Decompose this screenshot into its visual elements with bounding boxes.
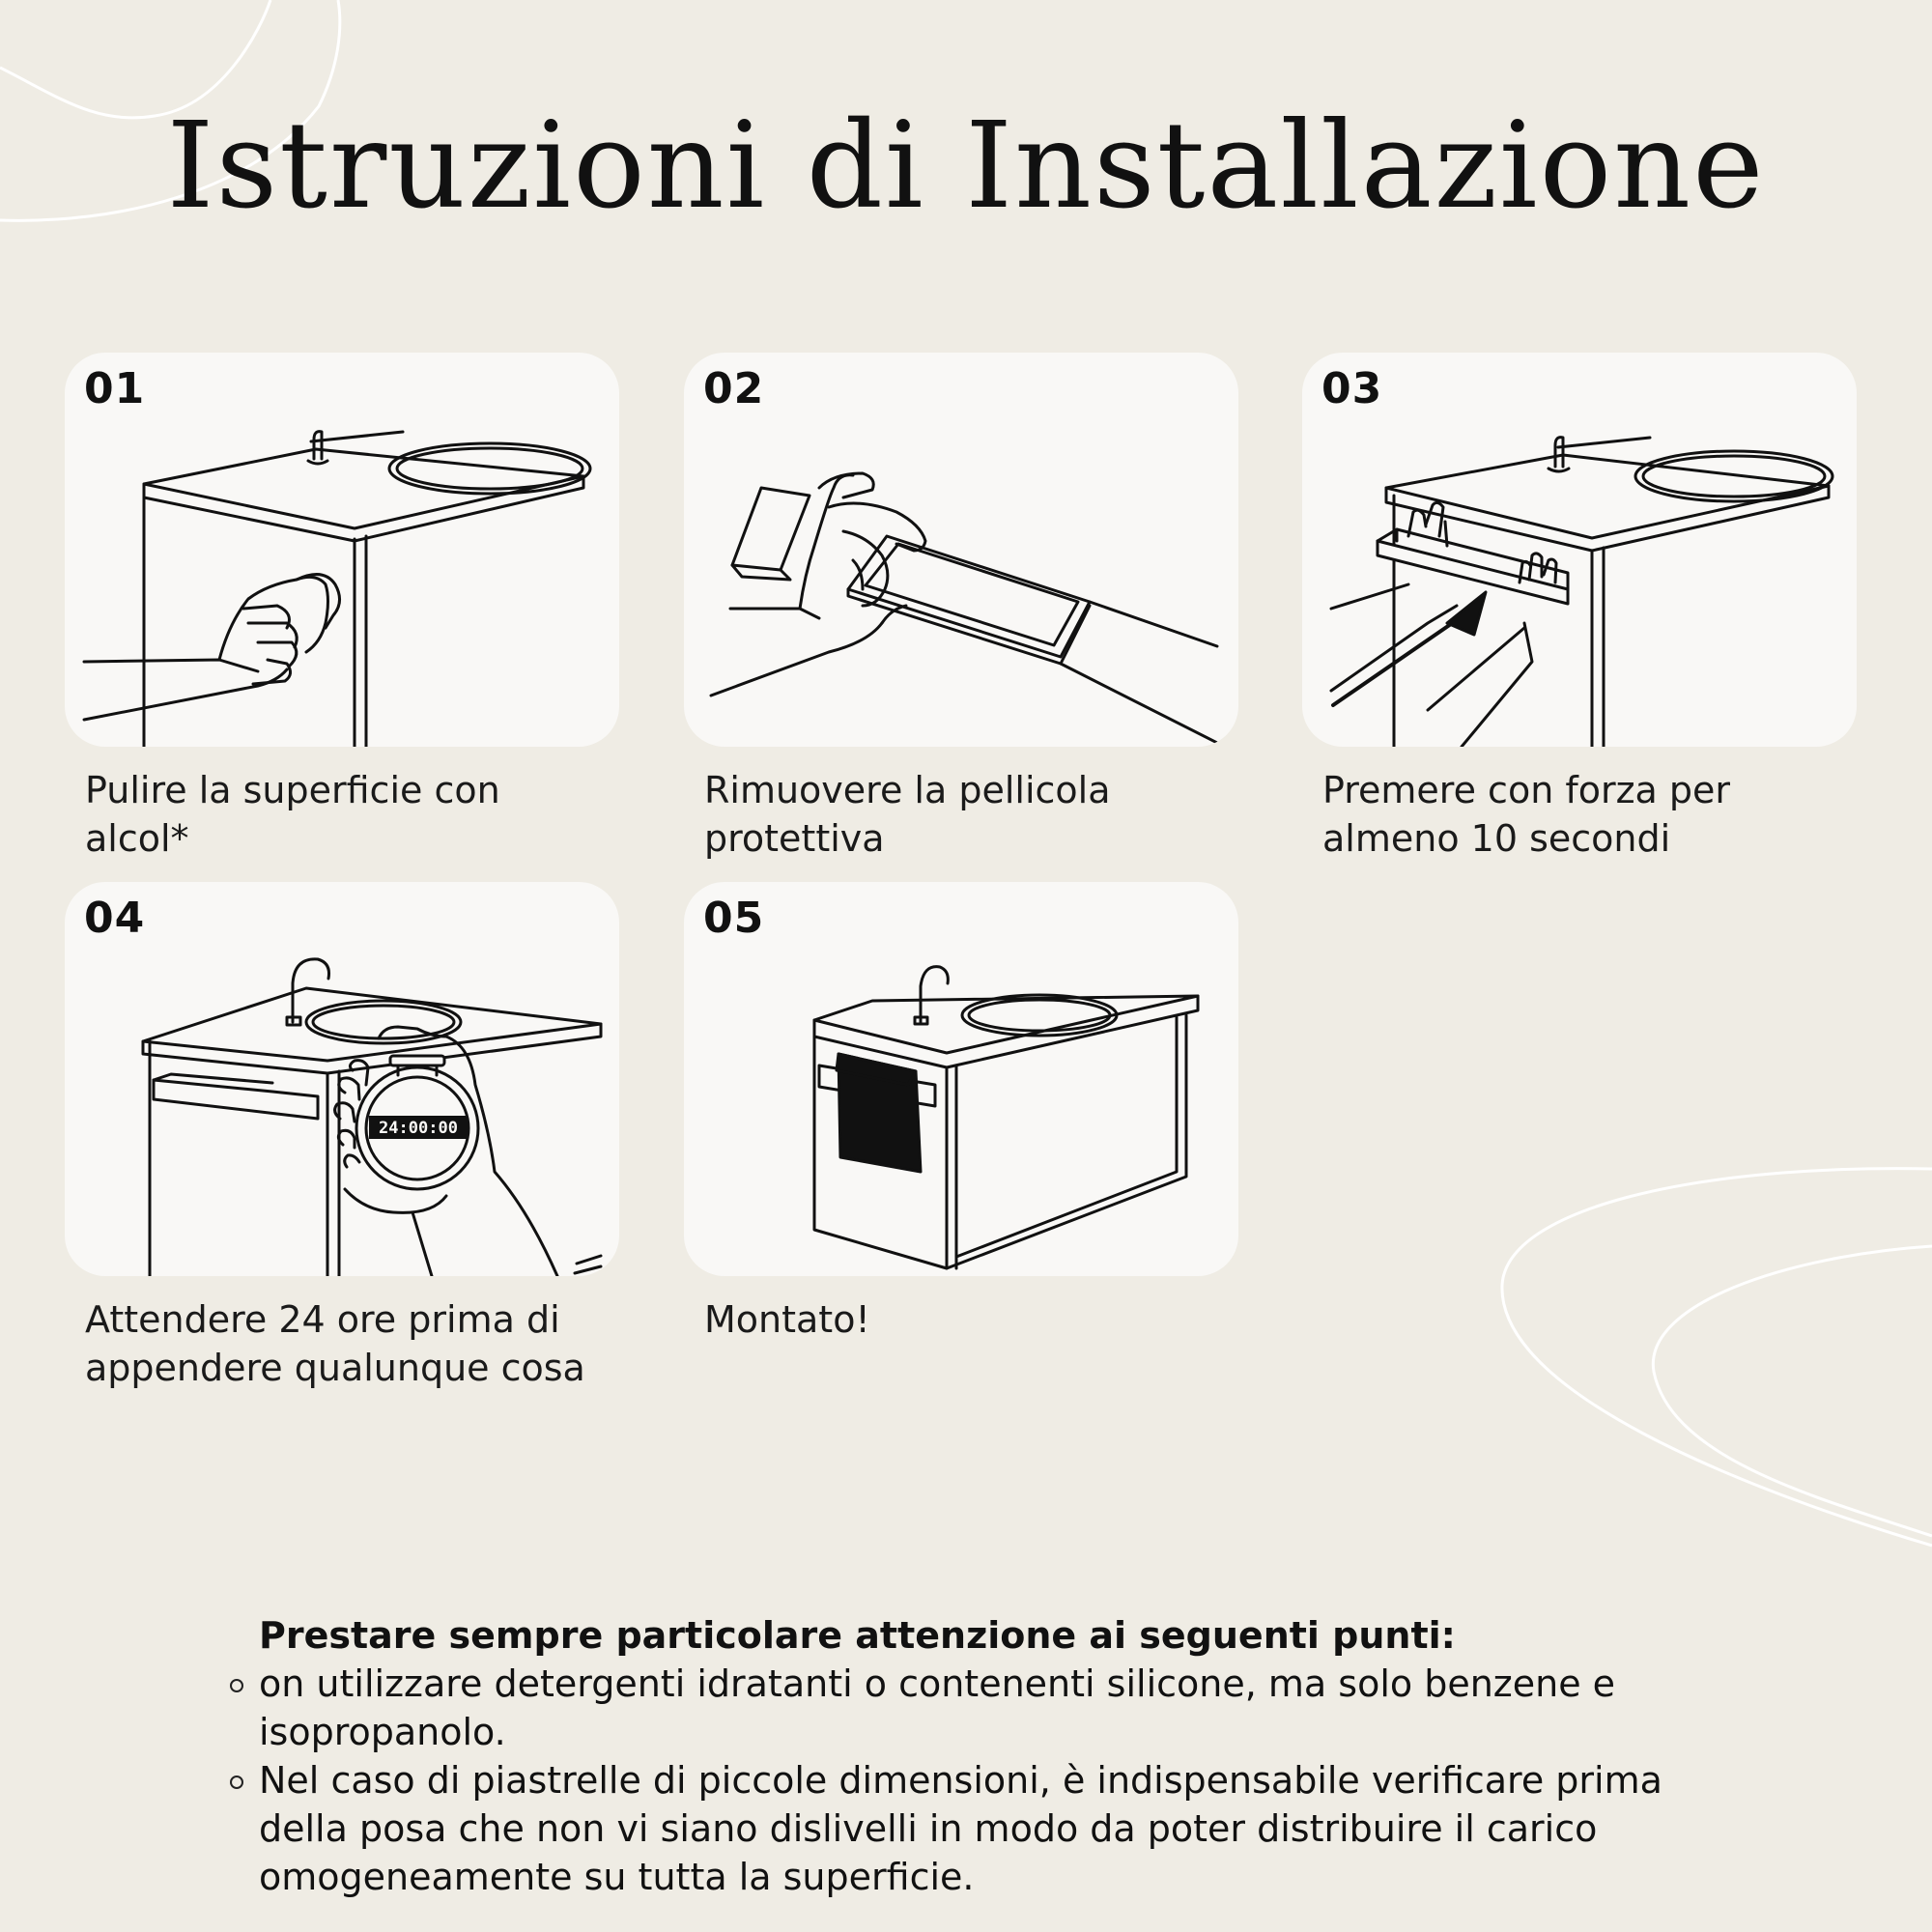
peel-film-icon <box>684 353 1238 747</box>
caption-line: almeno 10 secondi <box>1322 817 1671 860</box>
notes-heading: Prestare sempre particolare attenzione ai seguenti punti: <box>259 1614 1456 1657</box>
caption-line: alcol* <box>85 817 189 860</box>
step-card-01 <box>65 353 619 747</box>
step-number: 03 <box>1321 364 1383 413</box>
wipe-surface-icon <box>65 353 619 747</box>
step-number: 05 <box>703 894 765 943</box>
notes-list <box>259 1660 1727 1901</box>
notes-section <box>259 1611 1727 1901</box>
caption-line: Rimuovere la pellicola <box>704 769 1111 811</box>
note-line: Nel caso di piastrelle di piccole dimensioni, è indispensabile verificare prima <box>259 1759 1662 1802</box>
step-caption-03 <box>1322 766 1844 863</box>
press-icon <box>1302 353 1857 747</box>
step-card-03 <box>1302 353 1857 747</box>
step-card-04 <box>65 882 619 1276</box>
step-card-05 <box>684 882 1238 1276</box>
page-title: Istruzioni di Installazione <box>166 97 1766 236</box>
step-caption-05 <box>704 1295 1226 1344</box>
bullet-icon <box>230 1776 243 1789</box>
step-card-02 <box>684 353 1238 747</box>
step-number: 04 <box>84 894 146 943</box>
timer-display: 24:00:00 <box>379 1119 458 1138</box>
note-line: isopropanolo. <box>259 1711 506 1753</box>
step-caption-04 <box>85 1295 607 1392</box>
list-item <box>259 1756 1727 1901</box>
note-line: on utilizzare detergenti idratanti o contenenti silicone, ma solo benzene e <box>259 1662 1616 1705</box>
note-line: della posa che non vi siano dislivelli in modo da poter distribuire il carico <box>259 1807 1598 1850</box>
stopwatch-icon <box>65 882 619 1276</box>
caption-line: protettiva <box>704 817 885 860</box>
mounted-towel-icon <box>684 882 1238 1276</box>
step-caption-02 <box>704 766 1226 863</box>
step-number: 02 <box>703 364 765 413</box>
caption-line: appendere qualunque cosa <box>85 1347 585 1389</box>
list-item <box>259 1660 1727 1756</box>
caption-line: Premere con forza per <box>1322 769 1731 811</box>
step-number: 01 <box>84 364 146 413</box>
step-caption-01 <box>85 766 607 863</box>
caption-line: Pulire la superficie con <box>85 769 500 811</box>
caption-line: Attendere 24 ore prima di <box>85 1298 560 1341</box>
bullet-icon <box>230 1679 243 1692</box>
caption-line: Montato! <box>704 1298 870 1341</box>
note-line: omogeneamente su tutta la superficie. <box>259 1856 975 1898</box>
